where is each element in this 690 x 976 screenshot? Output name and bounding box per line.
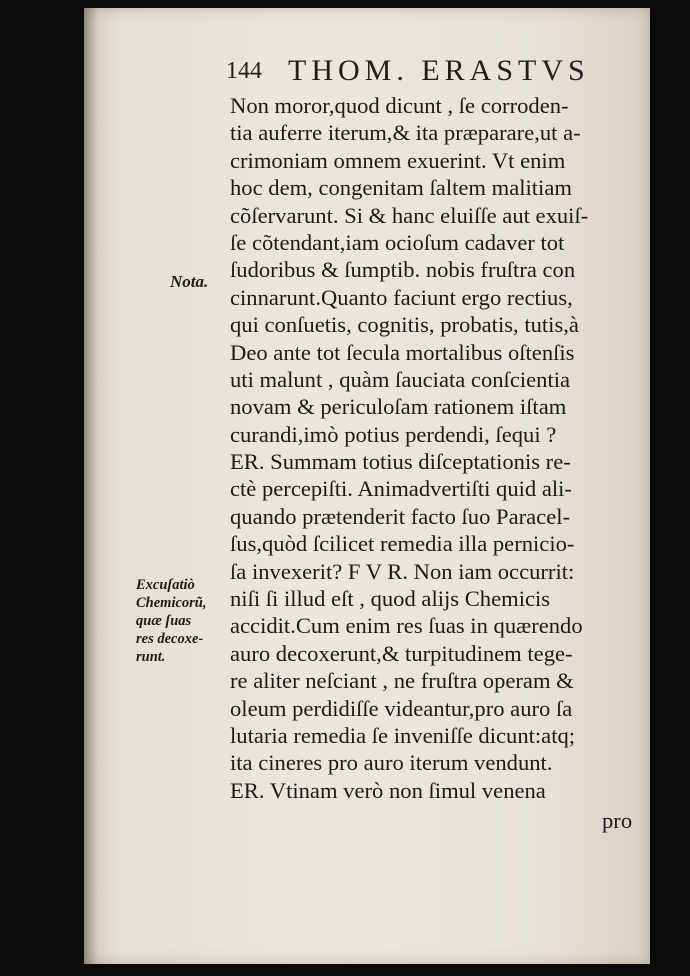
text-line: Deo ante tot ſecula mortalibus oſtenſis xyxy=(230,339,575,365)
text-line: auro decoxerunt,& turpitudinem tege- xyxy=(230,640,573,666)
text-line: uti malunt , quàm ſauciata conſcientia xyxy=(230,366,571,392)
text-line: ſudoribus & ſumptib. nobis fruſtra con xyxy=(230,257,576,283)
margin-note-line: Excuſatiò xyxy=(136,577,195,593)
text-line: novam & periculoſam rationem iſtam xyxy=(230,394,567,420)
text-line: ctè percepiſti. Animadvertiſti quid ali- xyxy=(230,476,572,502)
text-line: accidit.Cum enim res ſuas in quærendo xyxy=(230,613,583,639)
text-line: niſi ſi illud eſt , quod alijs Chemicis xyxy=(230,586,551,612)
margin-note-excusatio xyxy=(136,576,228,666)
gutter-shadow xyxy=(84,8,98,964)
text-line: crimoniam omnem exuerint. Vt enim xyxy=(230,147,566,173)
catchword: pro xyxy=(602,808,633,833)
text-line: cinnarunt.Quanto faciunt ergo rectius, xyxy=(230,284,573,310)
text-line: ER. Summam totius diſceptationis re- xyxy=(230,449,571,475)
text-line: qui conſuetis, cognitis, probatis, tutis,à xyxy=(230,312,579,338)
text-line: Non moror,quod dicunt , ſe corroden- xyxy=(230,93,569,118)
body-text xyxy=(230,92,642,804)
margin-note-nota: Nota. xyxy=(170,272,209,291)
text-line: hoc dem, congenitam ſaltem malitiam xyxy=(230,175,572,201)
margin-note-line: runt. xyxy=(136,649,166,665)
text-line: lutaria remedia ſe inveniſſe dicunt:atq; xyxy=(230,722,576,748)
page-header xyxy=(226,54,646,90)
text-line: cõſervarunt. Si & hanc eluiſſe aut exuiſ- xyxy=(230,202,589,228)
text-line: ER. Vtinam verò non ſimul venena xyxy=(230,777,546,803)
text-line: ita cineres pro auro iterum vendunt. xyxy=(230,750,553,776)
text-line: ſa invexerit? F V R. Non iam occurrit: xyxy=(230,558,575,584)
text-line: re aliter neſciant , ne fruſtra operam & xyxy=(230,668,574,694)
text-line: quando prætenderit facto ſuo Paracel- xyxy=(230,503,571,529)
running-head: THOM. ERASTVS xyxy=(288,54,590,87)
text-line: tia auferre iterum,& ita præparare,ut a- xyxy=(230,120,581,146)
text-line: curandi,imò potius perdendi, ſequi ? xyxy=(230,421,557,447)
text-line: ſe cõtendant,iam ocioſum cadaver tot xyxy=(230,229,565,255)
margin-note-line: quæ ſuas xyxy=(136,613,192,629)
margin-note-line: res decoxe- xyxy=(136,631,204,647)
text-line: ſus,quòd ſcilicet remedia illa pernicio- xyxy=(230,531,575,557)
margin-note-line: Chemicorũ, xyxy=(136,595,207,611)
text-line: oleum perdidiſſe videantur,pro auro ſa xyxy=(230,695,573,721)
page-number: 144 xyxy=(226,58,262,84)
